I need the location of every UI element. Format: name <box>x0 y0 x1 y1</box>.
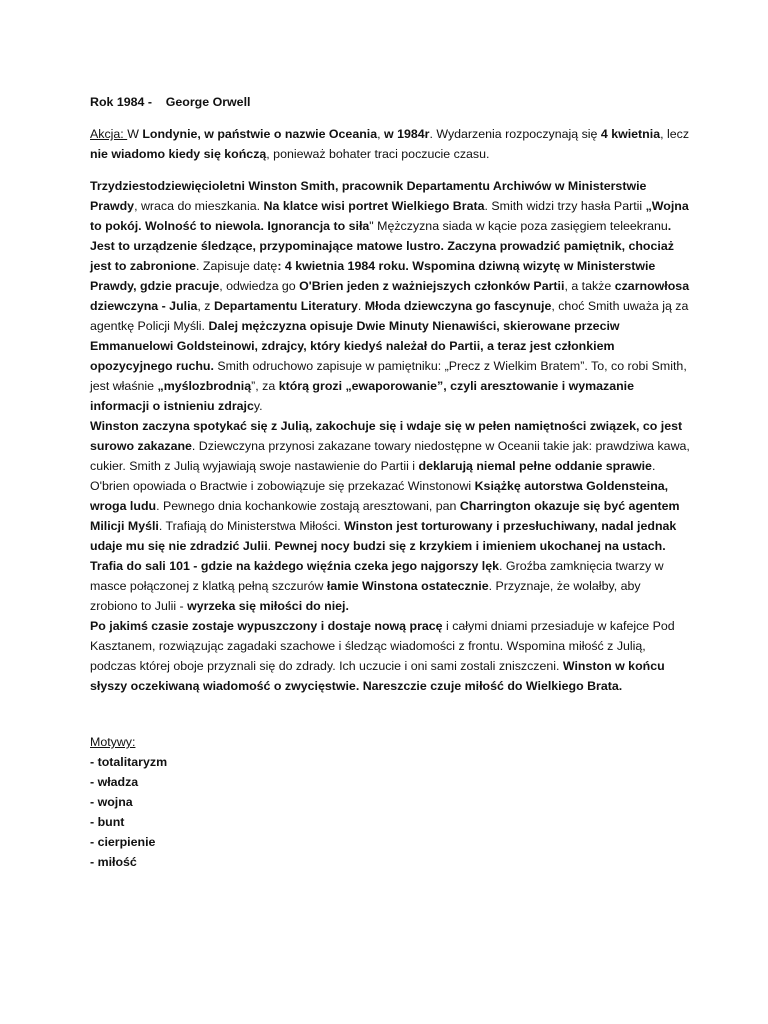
motifs-heading: Motywy: <box>90 735 136 749</box>
motif-item: - miłość <box>90 855 137 869</box>
body-text: . Dziewczyna przynosi zakazane towary niedostępne w Oceanii takie jak: prawdziwa kawa, cukier. Smith z Julią wyjawiają swoje nastawienie do Partii i <box>90 439 690 473</box>
body-text: . <box>357 299 365 313</box>
motif-item: - władza <box>90 775 139 789</box>
emphasis-text: Charrington okazuje się być agentem Milicji Myśli <box>90 499 680 533</box>
body-text: . Zapisuje datę <box>196 259 278 273</box>
body-text: . Pewnego dnia kochankowie zostają aresztowani, pan <box>156 499 460 513</box>
body-text: . Smith widzi trzy hasła Partii <box>484 199 646 213</box>
document-page <box>90 92 690 872</box>
emphasis-text: . Jest to urządzenie śledzące, przypominające matowe lustro. Zaczyna prowadzić pamiętnik, chociaż jest to zabronione <box>90 219 674 273</box>
emphasis-text: Po jakimś czasie zostaje wypuszczony i dostaje nową pracę <box>90 619 443 633</box>
motif-item: - totalitaryzm <box>90 755 168 769</box>
motif-item: - cierpienie <box>90 835 156 849</box>
emphasis-text: Winston zaczyna spotykać się z Julią, zakochuje się i wdaje się w pełen namiętności związek, co jest surowo zakazane <box>90 419 683 453</box>
emphasis-text: łamie Winstona ostatecznie <box>326 579 489 593</box>
body-text: y. <box>253 399 263 413</box>
body-text: ”, za <box>251 379 279 393</box>
body-text: , a także <box>564 279 615 293</box>
body-text: W <box>127 127 143 141</box>
emphasis-text: O'Brien jeden z ważniejszych członków Partii <box>299 279 565 293</box>
paragraph-plot-ending <box>90 616 690 696</box>
motif-item: - bunt <box>90 815 125 829</box>
emphasis-text: Winston w końcu słyszy oczekiwaną wiadomość o zwycięstwie. Nareszczie czuje miłość do Wielkiego Brata. <box>90 659 665 693</box>
body-text: . Groźba zamknięcia twarzy w masce połączonej z klatką pełną szczurów <box>90 559 664 593</box>
emphasis-text: Departamentu Literatury <box>213 299 358 313</box>
emphasis-text: którą grozi „ewaporowanie”, czyli aresztowanie i wymazanie informacji o istnieniu zdrajc <box>90 379 634 413</box>
emphasis-text: Książkę autorstwa Goldensteina, wroga ludu <box>90 479 669 513</box>
body-text: , ponieważ bohater traci poczucie czasu. <box>266 147 490 161</box>
body-text: . O'brien opowiada o Bractwie i zobowiązuje się przekazać Winstonowi <box>90 459 656 493</box>
body-text: , choć Smith uważa ją za agentkę Policji Myśli. <box>90 299 689 333</box>
emphasis-text: nie wiadomo kiedy się kończą <box>90 147 267 161</box>
emphasis-text: Młoda dziewczyna go fascynuje <box>364 299 552 313</box>
emphasis-text: 4 kwietnia <box>600 127 661 141</box>
emphasis-text: „myślozbrodnią <box>157 379 252 393</box>
emphasis-text: w 1984r <box>384 127 430 141</box>
body-text: . Trafiają do Ministerstwa Miłości. <box>158 519 345 533</box>
emphasis-text: czarnowłosa dziewczyna - Julia <box>90 279 690 313</box>
paragraph-setting <box>90 124 690 164</box>
underlined-label: Akcja: <box>90 127 128 141</box>
body-text: . Wydarzenia rozpoczynają się <box>429 127 601 141</box>
emphasis-text: Trzydziestodziewięcioletni Winston Smith, pracownik Departamentu Archiwów w Ministerstwie Prawdy <box>90 179 647 213</box>
motifs-list <box>90 752 690 872</box>
paragraph-plot-middle <box>90 416 690 616</box>
emphasis-text: Londynie, w państwie o nazwie Oceania <box>142 127 378 141</box>
body-text: , wraca do mieszkania. <box>134 199 264 213</box>
motif-item: - wojna <box>90 795 133 809</box>
emphasis-text: Winston jest torturowany i przesłuchiwany, nadal jednak udaje mu się nie zdradzić Julii <box>90 519 677 553</box>
emphasis-text: Dalej mężczyzna opisuje Dwie Minuty Nienawiści, skierowane przeciw Emmanuelowi Goldsteinowi, zdrajcy, który kiedyś należał do Partii, a teraz jest członkiem opozycyjnego ruchu. <box>90 319 620 373</box>
body-text: i całymi dniami przesiaduje w kafejce Pod Kasztanem, rozwiązując zagadaki szachowe i śledząc wiadomości z frontu. Wspomina miłość z Julią, podczas której oboje przyznali się do zdrady. Ich uczucie i oni sami zostali zniszczeni. <box>90 619 675 673</box>
emphasis-text: wyrzeka się miłości do niej. <box>187 599 349 613</box>
document-title: Rok 1984 - George Orwell <box>90 95 251 109</box>
emphasis-text: „Wojna to pokój. Wolność to niewola. Ignorancja to siła <box>90 199 689 233</box>
emphasis-text: Pewnej nocy budzi się z krzykiem i imieniem ukochanej na ustach. Trafia do sali 101 - gdzie na każdego więźnia czeka jego najgorszy lęk <box>90 539 666 573</box>
body-text: . Przyznaje, że wolałby, aby zrobiono to Julii - <box>90 579 641 613</box>
paragraph-gap <box>90 164 690 176</box>
body-text: Smith odruchowo zapisuje w pamiętniku: „Precz z Wielkim Bratem”. To, co robi Smith, jest właśnie <box>90 359 687 393</box>
emphasis-text: Na klatce wisi portret Wielkiego Brata <box>263 199 485 213</box>
body-text: . <box>267 539 275 553</box>
body-text: " Mężczyzna siada w kącie poza zasięgiem teleekranu <box>369 219 668 233</box>
body-text: , z <box>197 299 214 313</box>
section-gap <box>90 696 690 732</box>
body-text: , odwiedza go <box>219 279 300 293</box>
emphasis-text: deklarują niemal pełne oddanie sprawie <box>418 459 652 473</box>
emphasis-text: : 4 kwietnia 1984 roku. Wspomina dziwną wizytę w Ministerstwie Prawdy, gdzie pracuje <box>90 259 656 293</box>
body-text: , <box>377 127 385 141</box>
paragraph-plot-beginning <box>90 176 690 416</box>
body-text: , lecz <box>660 127 690 141</box>
